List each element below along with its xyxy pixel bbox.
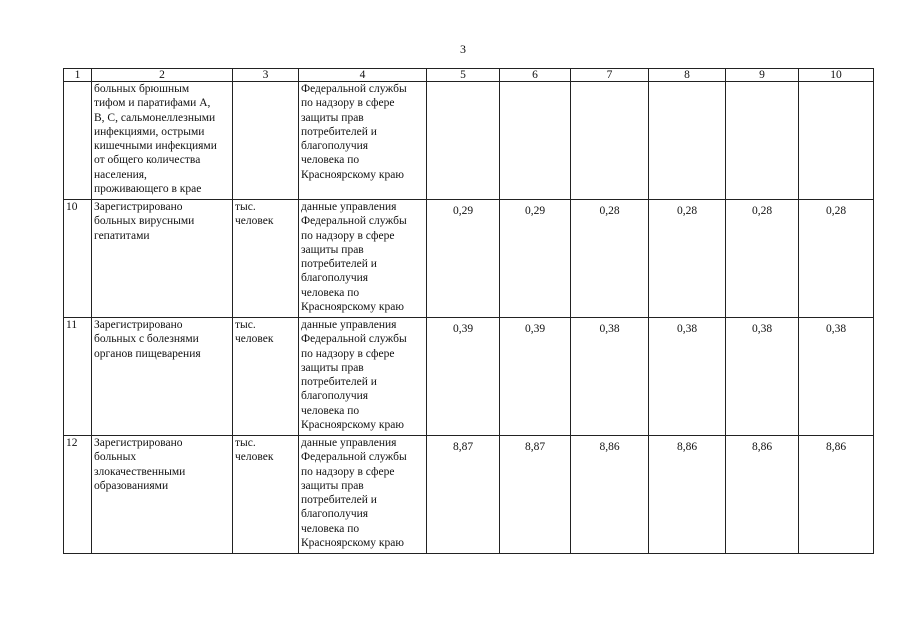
- unit: тыс. человек: [233, 318, 299, 436]
- value-cell: 8,86: [571, 436, 649, 554]
- row-number: [64, 82, 92, 200]
- table-row: [64, 436, 874, 554]
- table-row: [64, 318, 874, 436]
- value-cell: 0,38: [726, 318, 799, 436]
- value-cell: [427, 82, 500, 200]
- table-row: [64, 200, 874, 318]
- column-number-row: [64, 69, 874, 82]
- value-cell: 0,38: [649, 318, 726, 436]
- unit: тыс. человек: [233, 200, 299, 318]
- column-number: 2: [92, 69, 233, 82]
- table-row: [64, 82, 874, 200]
- value-cell: 0,38: [799, 318, 874, 436]
- column-number: 8: [649, 69, 726, 82]
- row-number: 12: [64, 436, 92, 554]
- value-cell: [726, 82, 799, 200]
- column-number: 3: [233, 69, 299, 82]
- value-cell: 0,29: [500, 200, 571, 318]
- value-cell: [500, 82, 571, 200]
- value-cell: 0,28: [571, 200, 649, 318]
- value-cell: 0,28: [649, 200, 726, 318]
- column-number: 9: [726, 69, 799, 82]
- value-cell: 0,38: [571, 318, 649, 436]
- unit: [233, 82, 299, 200]
- value-cell: 0,39: [500, 318, 571, 436]
- indicator-name: больных брюшным тифом и паратифами А, В, С, сальмонеллезными инфекциями, острыми кишечными инфекциями от общего количества населения, проживающего в крае: [92, 82, 233, 200]
- column-number: 1: [64, 69, 92, 82]
- data-source: данные управления Федеральной службы по надзору в сфере защиты прав потребителей и благополучия человека по Красноярскому краю: [299, 200, 427, 318]
- value-cell: [649, 82, 726, 200]
- column-number: 6: [500, 69, 571, 82]
- indicator-name: Зарегистрировано больных вирусными гепатитами: [92, 200, 233, 318]
- page-number: 3: [460, 42, 466, 56]
- value-cell: [799, 82, 874, 200]
- column-number: 10: [799, 69, 874, 82]
- column-number: 5: [427, 69, 500, 82]
- data-source: данные управления Федеральной службы по надзору в сфере защиты прав потребителей и благополучия человека по Красноярскому краю: [299, 436, 427, 554]
- unit: тыс. человек: [233, 436, 299, 554]
- data-source: данные управления Федеральной службы по надзору в сфере защиты прав потребителей и благополучия человека по Красноярскому краю: [299, 318, 427, 436]
- value-cell: 0,28: [726, 200, 799, 318]
- indicators-table: [63, 68, 874, 554]
- indicator-name: Зарегистрировано больных злокачественными образованиями: [92, 436, 233, 554]
- value-cell: 8,87: [500, 436, 571, 554]
- value-cell: 8,87: [427, 436, 500, 554]
- row-number: 10: [64, 200, 92, 318]
- indicator-name: Зарегистрировано больных с болезнями органов пищеварения: [92, 318, 233, 436]
- column-number: 4: [299, 69, 427, 82]
- value-cell: [571, 82, 649, 200]
- value-cell: 8,86: [726, 436, 799, 554]
- value-cell: 8,86: [649, 436, 726, 554]
- column-number: 7: [571, 69, 649, 82]
- row-number: 11: [64, 318, 92, 436]
- value-cell: 8,86: [799, 436, 874, 554]
- value-cell: 0,39: [427, 318, 500, 436]
- value-cell: 0,29: [427, 200, 500, 318]
- value-cell: 0,28: [799, 200, 874, 318]
- data-source: Федеральной службы по надзору в сфере защиты прав потребителей и благополучия человека по Красноярскому краю: [299, 82, 427, 200]
